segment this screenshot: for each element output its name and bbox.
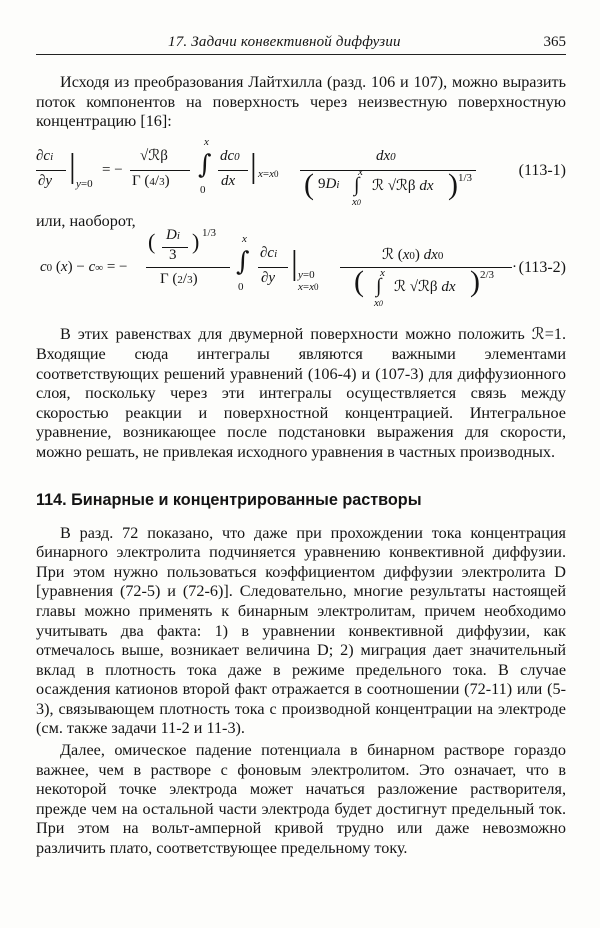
section-heading: 114. Бинарные и концентрированные растворы [36, 490, 422, 509]
equation-113-2: c0 (x) − c∞ = − ( Di 3 ) 1/3 Γ (2/3) x ∫ 0 ∂ci ∂y | y=0 x=x0 ℛ (x0) dx0 ( x ∫ x0 ℛ √ℛβ dx ) 2/3 · (113-2) [40, 227, 566, 310]
page-number: 365 [543, 34, 566, 50]
equation-113-1: ∂ci ∂y | y=0 = − √ℛβ Γ (4/3) x ∫ 0 dc0 dx | x=x0 dx0 ( 9Di x ∫ x0 ℛ √ℛβ dx ) 1/3 (113-1) [36, 135, 566, 208]
running-head: 17. Задачи конвективной диффузии [168, 34, 401, 50]
paragraph-1: Исходя из преобразования Лайтхилла (разд. 106 и 107), можно выразить поток компонентов на поверхность через неизвестную поверхностную концентрацию [16]: [36, 73, 566, 131]
equation-number-2: (113-2) [518, 259, 566, 277]
paragraph-2: В этих равенствах для двумерной поверхности можно положить ℛ=1. Входящие сюда интегралы являются важными элементами соответствующих решений уравнений (106-4) и (107-3) для диффузионного слоя, поскольку через эти интегралы осуществляется связь между скоростью реакции и поверхностной концентрацией. Интегральное уравнение, возникающее после подстановки выражения для скорости, можно решать, не привлекая исходного уравнения в частных производных. [36, 325, 566, 461]
or-conversely-label: или, наоборот, [36, 211, 136, 230]
page-header [36, 30, 566, 55]
paragraph-3: В разд. 72 показано, что даже при прохождении тока концентрация бинарного электролита подчиняется уравнению конвективной диффузии. При этом нужно пользоваться коэффициентом диффузии электролита D [уравнения (72-5) и (72-6)]. Следовательно, многие результаты настоящей главы можно применять к бинарным электролитам, причем необходимо учитывать два факта: 1) в уравнении конвективной диффузии, как отмечалось выше, возникает величина D; 2) миграция дает значительный вклад в плотность тока даже в режиме предельного тока. В случае осаждения катионов второй факт отражается в соотношении (72-11) или (5-3), связывающем плотность тока с производной концентрации на электроде (см. также задачи 11-2 и 11-3). [36, 523, 566, 738]
book-page [36, 30, 566, 859]
equation-number-1: (113-1) [518, 161, 566, 179]
paragraph-4: Далее, омическое падение потенциала в бинарном растворе гораздо важнее, чем в растворе с фоновым электролитом. Это означает, что в некоторой точке электрода может начаться разложение растворителя, прежде чем на остальной части электрода будет достигнут предельный ток. При этом на вольт-амперной кривой трудно или даже невозможно различить плато, соответствующее предельному току. [36, 741, 566, 858]
